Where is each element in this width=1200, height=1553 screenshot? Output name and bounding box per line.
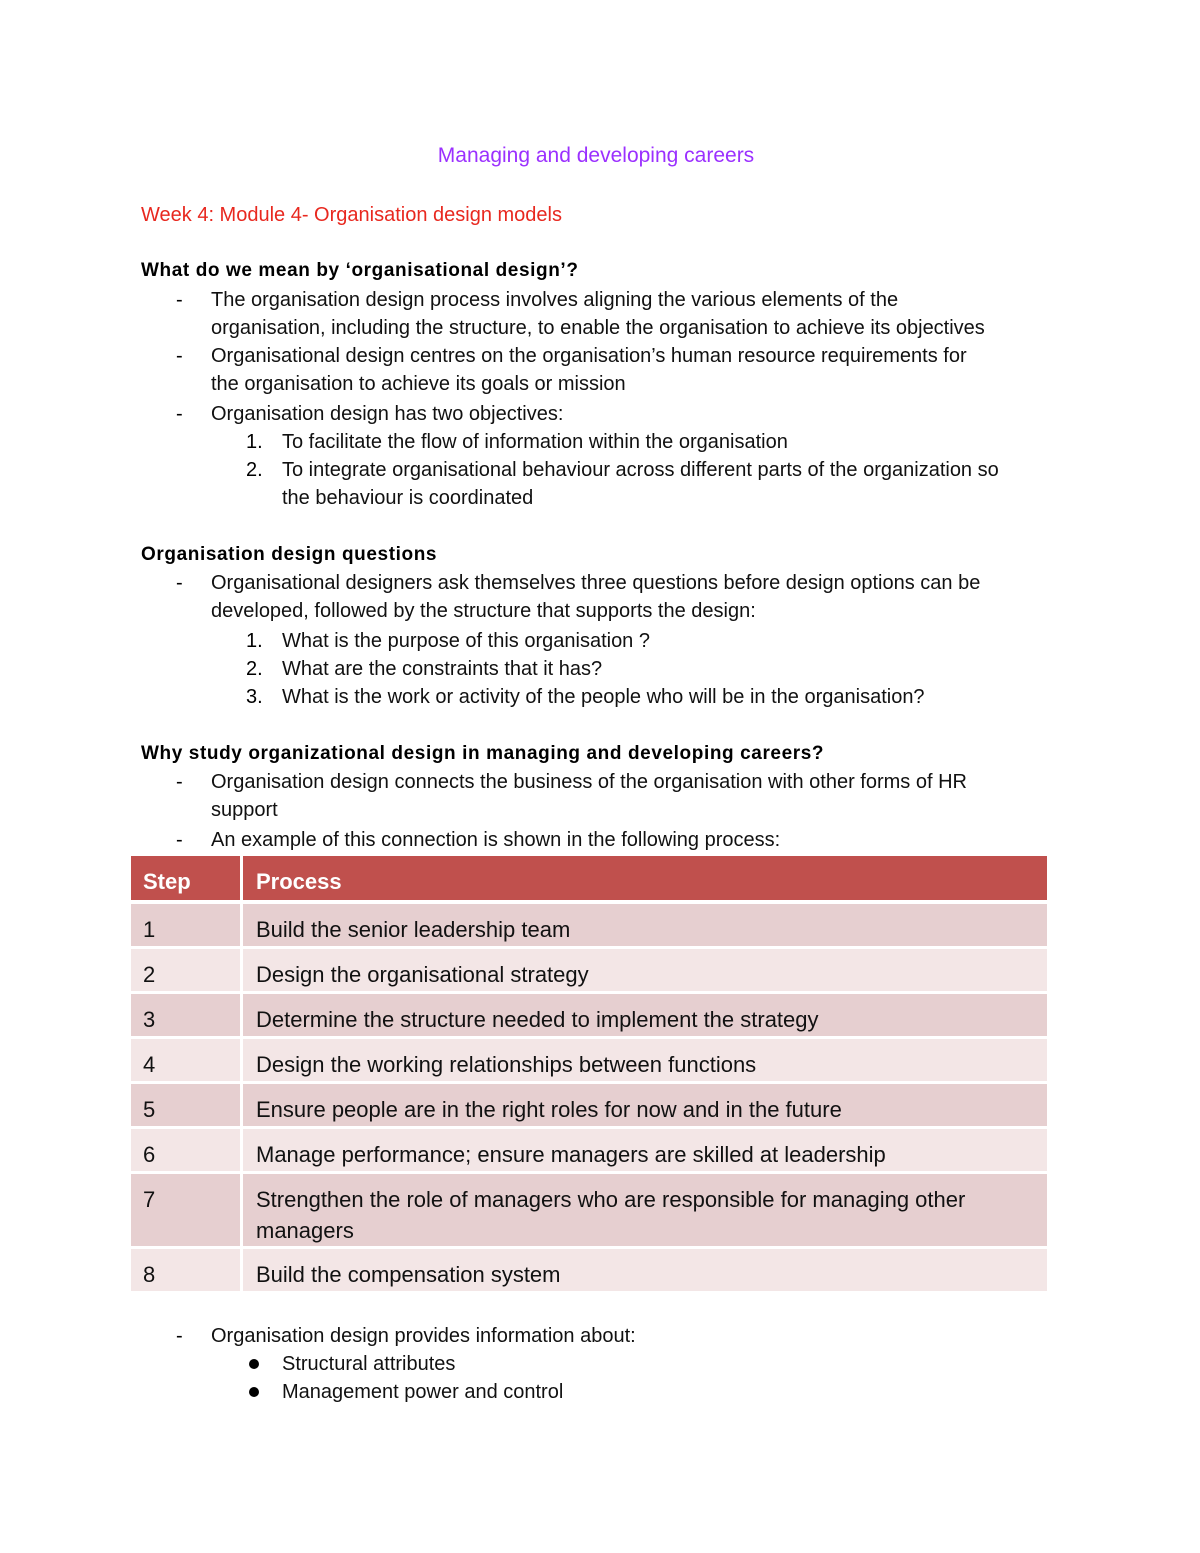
info-item: Structural attributes [282, 1353, 456, 1375]
table-cell-process: Determine the structure needed to implement the strategy [243, 994, 1047, 1036]
bullet-dot-icon [249, 1387, 259, 1397]
info-item: Management power and control [282, 1381, 564, 1403]
dash-marker: - [176, 572, 183, 594]
table-cell-step: 6 [131, 1129, 240, 1171]
dash-marker: - [176, 829, 183, 851]
objective-item: To integrate organisational behaviour across different parts of the organization so [282, 459, 999, 481]
table-cell-step: 7 [131, 1174, 240, 1246]
dash-marker: - [176, 771, 183, 793]
objective-item: the behaviour is coordinated [282, 487, 534, 509]
question-item: What is the work or activity of the people who will be in the organisation? [282, 686, 925, 708]
table-cell-process: Design the organisational strategy [243, 949, 1047, 991]
bullet-line: organisation, including the structure, to enable the organisation to achieve its objectives [211, 317, 985, 339]
table-cell-line: managers [256, 1218, 354, 1243]
table-header-process: Process [243, 856, 1047, 900]
table-cell-process: Manage performance; ensure managers are skilled at leadership [243, 1129, 1047, 1171]
table-cell-process [243, 1174, 1047, 1246]
table-row [131, 1129, 1047, 1171]
list-number: 1. [246, 431, 263, 453]
table-cell-process: Build the senior leadership team [243, 904, 1047, 946]
objective-item: To facilitate the flow of information within the organisation [282, 431, 788, 453]
bullet-line: Organisation design has two objectives: [211, 403, 564, 425]
table-row [131, 1084, 1047, 1126]
question-item: What is the purpose of this organisation ? [282, 630, 650, 652]
table-cell-step: 5 [131, 1084, 240, 1126]
table-header-step: Step [131, 856, 240, 900]
table-row [131, 994, 1047, 1036]
bullet-line: developed, followed by the structure that supports the design: [211, 600, 756, 622]
section-heading-organisational-design: What do we mean by ‘organisational design’? [141, 260, 579, 281]
table-cell-step: 8 [131, 1249, 240, 1291]
table-cell-step: 3 [131, 994, 240, 1036]
bullet-line: Organisation design connects the business of the organisation with other forms of HR [211, 771, 967, 793]
table-row [131, 904, 1047, 946]
document-title: Managing and developing careers [437, 144, 755, 167]
table-header-row [131, 856, 1047, 900]
list-number: 1. [246, 630, 263, 652]
table-cell-line: Strengthen the role of managers who are responsible for managing other [256, 1187, 966, 1212]
bullet-line: Organisational design centres on the organisation’s human resource requirements for [211, 345, 967, 367]
bullet-line: An example of this connection is shown in the following process: [211, 829, 781, 851]
table-cell-process: Design the working relationships between functions [243, 1039, 1047, 1081]
document-subtitle: Week 4: Module 4- Organisation design models [141, 204, 562, 226]
dash-marker: - [176, 345, 183, 367]
dash-marker: - [176, 403, 183, 425]
table-cell-step: 2 [131, 949, 240, 991]
table-cell-process: Ensure people are in the right roles for now and in the future [243, 1084, 1047, 1126]
list-number: 3. [246, 686, 263, 708]
bullet-line: Organisational designers ask themselves three questions before design options can be [211, 572, 981, 594]
bullet-line: The organisation design process involves aligning the various elements of the [211, 289, 899, 311]
table-row [131, 949, 1047, 991]
bullet-line: the organisation to achieve its goals or mission [211, 373, 626, 395]
bullet-dot-icon [249, 1359, 259, 1369]
list-number: 2. [246, 459, 263, 481]
table-row [131, 1039, 1047, 1081]
table-cell-process: Build the compensation system [243, 1249, 1047, 1291]
bullet-line: support [211, 799, 278, 821]
bullet-line: Organisation design provides information about: [211, 1325, 636, 1347]
table-cell-step: 1 [131, 904, 240, 946]
table-row [131, 1174, 1047, 1246]
table-row [131, 1249, 1047, 1291]
section-heading-why-study: Why study organizational design in managing and developing careers? [141, 743, 825, 764]
dash-marker: - [176, 289, 183, 311]
table-cell-step: 4 [131, 1039, 240, 1081]
section-heading-design-questions: Organisation design questions [141, 544, 438, 565]
question-item: What are the constraints that it has? [282, 658, 603, 680]
list-number: 2. [246, 658, 263, 680]
dash-marker: - [176, 1325, 183, 1347]
